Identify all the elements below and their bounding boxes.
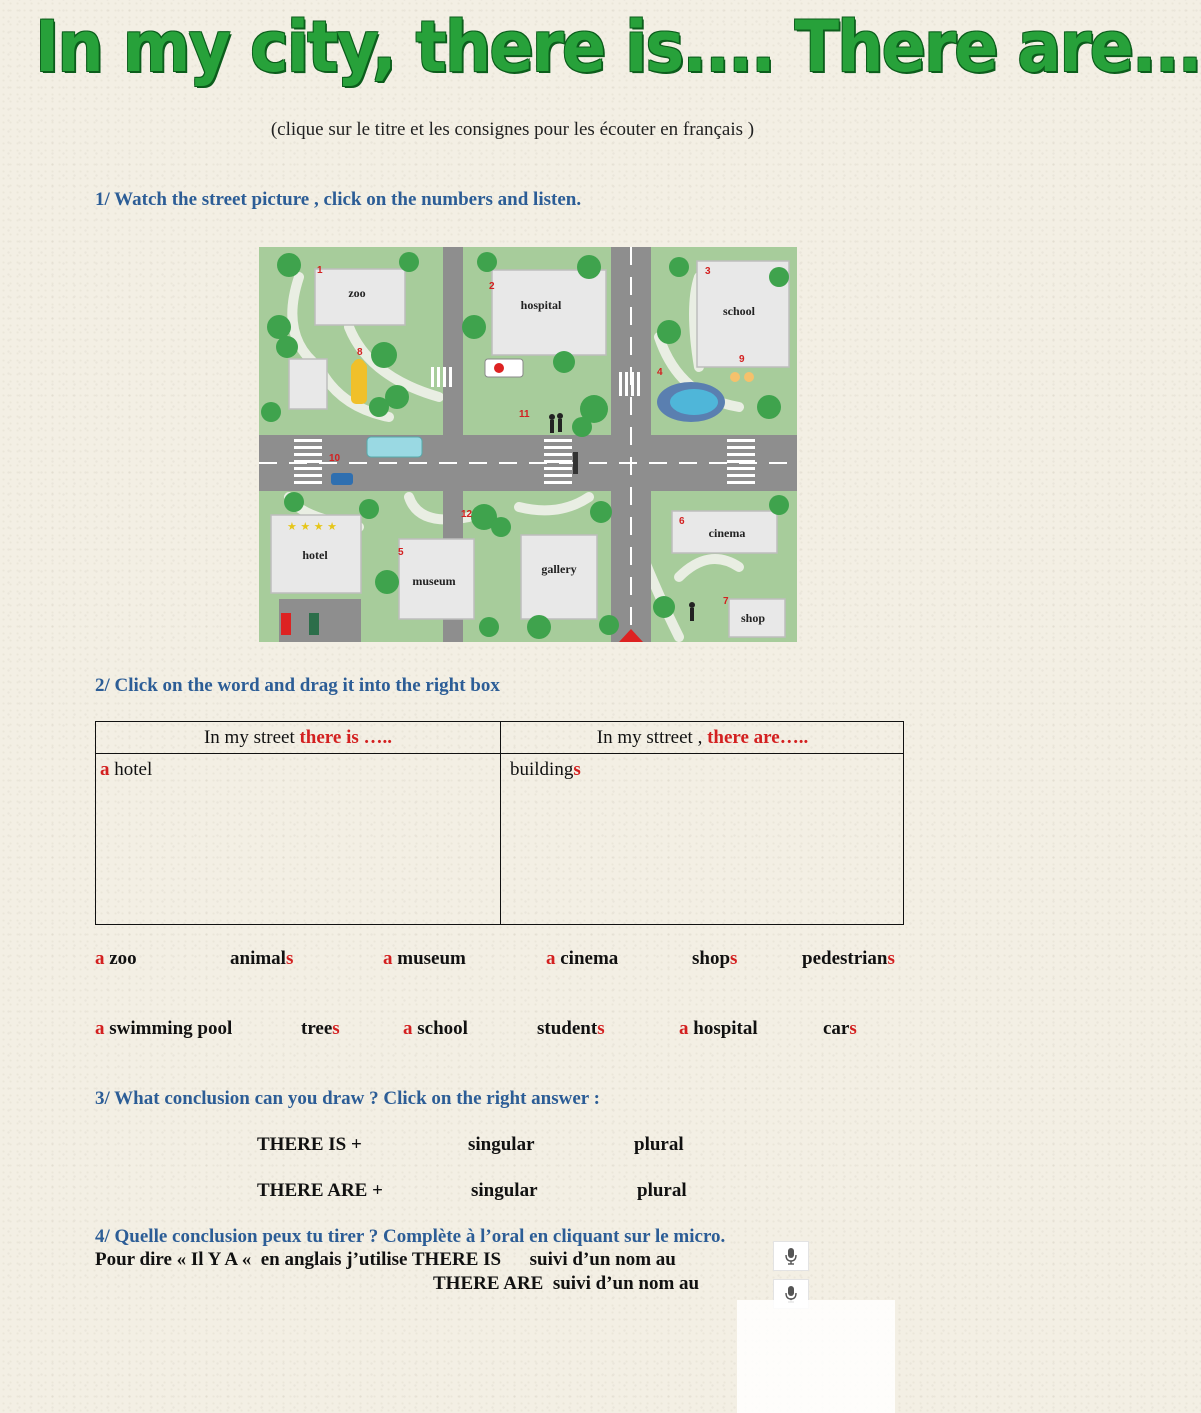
drag-word-hospital[interactable]: a hospital [679, 1018, 758, 1039]
there-is-header-keyword: there is ….. [299, 727, 393, 748]
street-map [259, 247, 797, 642]
drag-word-cars[interactable]: cars [823, 1018, 857, 1039]
there-is-header-prefix: In my street [203, 727, 300, 748]
drag-word-swimming-pool[interactable]: a swimming pool [95, 1018, 233, 1039]
there-are-header-keyword: there are….. [707, 727, 809, 748]
map-number-7[interactable]: 7 [723, 596, 729, 607]
drag-word-school[interactable]: a school [403, 1018, 468, 1039]
instructions-note: (clique sur le titre et les consignes pour les écouter en français ) [270, 119, 755, 140]
there-are-header-prefix: In my sttreet , [596, 727, 708, 748]
map-number-5[interactable]: 5 [398, 547, 404, 558]
section-4-heading[interactable]: 4/ Quelle conclusion peux tu tirer ? Complète à l’oral en cliquant sur le micro. [95, 1226, 726, 1247]
example-article: a [100, 759, 110, 780]
map-number-6[interactable]: 6 [679, 516, 685, 527]
there-is-singular-option[interactable]: singular [468, 1134, 535, 1155]
map-number-8[interactable]: 8 [357, 347, 363, 358]
sorting-table [95, 721, 904, 925]
map-number-4[interactable]: 4 [657, 367, 663, 378]
there-is-column [96, 722, 500, 924]
map-number-9[interactable]: 9 [739, 354, 745, 365]
section-1-heading[interactable]: 1/ Watch the street picture , click on the numbers and listen. [95, 189, 582, 210]
map-label-hotel: hotel [302, 548, 328, 562]
map-label-gallery: gallery [541, 562, 577, 576]
there-are-plural-option[interactable]: plural [637, 1180, 687, 1201]
there-is-header [96, 722, 500, 754]
map-label-school: school [722, 304, 756, 318]
recording-area [737, 1300, 895, 1413]
there-are-singular-option[interactable]: singular [471, 1180, 538, 1201]
map-number-10[interactable]: 10 [329, 453, 341, 464]
map-number-2[interactable]: 2 [489, 281, 495, 292]
section-2-heading[interactable]: 2/ Click on the word and drag it into the right box [95, 675, 500, 696]
example-plural-suffix: s [573, 759, 581, 780]
there-is-plural-option[interactable]: plural [634, 1134, 684, 1155]
page-title[interactable]: In my city, there is.... There are... [35, 6, 1201, 88]
drag-word-shops[interactable]: shops [692, 948, 738, 969]
map-number-11[interactable]: 11 [519, 409, 530, 420]
drag-word-zoo[interactable]: a zoo [95, 948, 137, 969]
map-label-cinema: cinema [708, 526, 746, 540]
there-are-dropzone[interactable] [501, 754, 904, 924]
map-number-12[interactable]: 12 [461, 509, 473, 520]
example-word-hotel: hotel [109, 759, 153, 780]
drag-word-cinema[interactable]: a cinema [546, 948, 619, 969]
map-label-shop: shop [740, 611, 766, 625]
there-is-rule-label: THERE IS + [257, 1134, 362, 1155]
map-label-hospital: hospital [520, 298, 562, 312]
section-3-heading[interactable]: 3/ What conclusion can you draw ? Click on the right answer : [95, 1088, 600, 1109]
microphone-icon[interactable] [773, 1241, 809, 1271]
drag-word-museum[interactable]: a museum [383, 948, 466, 969]
conclusion-line-1: Pour dire « Il Y A « en anglais j’utilise THERE IS suivi d’un nom au [95, 1249, 676, 1270]
there-are-column [500, 722, 904, 924]
there-are-rule-label: THERE ARE + [257, 1180, 383, 1201]
drag-word-students[interactable]: students [537, 1018, 605, 1039]
map-number-3[interactable]: 3 [705, 266, 711, 277]
drag-word-animals[interactable]: animals [230, 948, 294, 969]
map-number-1[interactable]: 1 [317, 265, 323, 276]
conclusion-line-2: THERE ARE suivi d’un nom au [433, 1273, 700, 1294]
there-are-header [501, 722, 904, 754]
example-word-buildings: building [510, 759, 574, 780]
drag-word-trees[interactable]: trees [301, 1018, 340, 1039]
svg-text:★ ★ ★ ★: ★ ★ ★ ★ [287, 520, 337, 533]
map-label-museum: museum [412, 574, 456, 588]
drag-word-pedestrians[interactable]: pedestrians [802, 948, 895, 969]
map-label-zoo: zoo [348, 286, 366, 300]
there-is-dropzone[interactable] [96, 754, 500, 924]
